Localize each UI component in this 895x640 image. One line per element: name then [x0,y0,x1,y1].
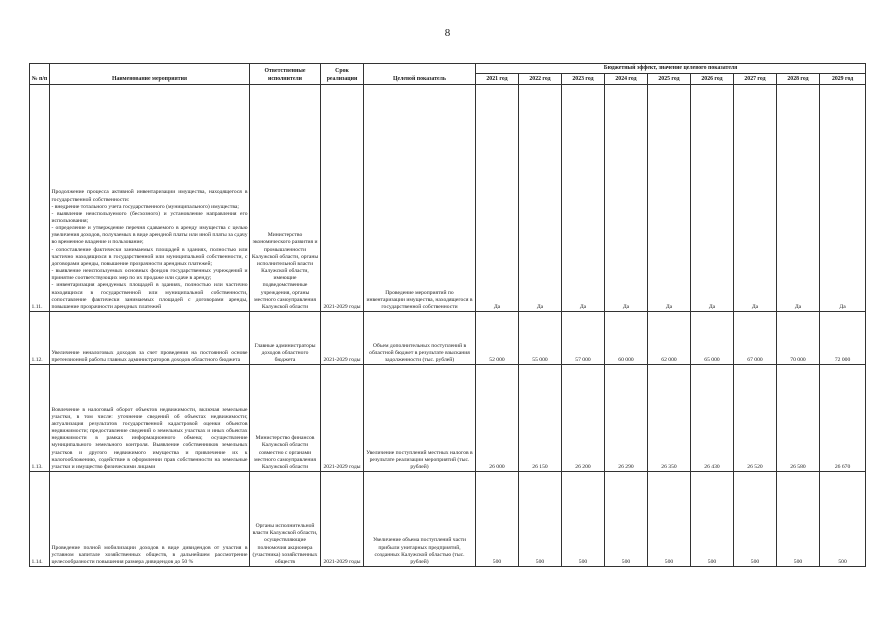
year-value: 26 670 [820,365,866,472]
year-value: 60 000 [605,312,648,365]
table-body [30,85,866,567]
row-number: 1.11. [30,85,50,312]
target-indicator: Увеличение поступлений местных налогов в результате реализации мероприятий (тыс. рублей) [364,365,476,472]
year-value: Да [562,85,605,312]
implementation-term: 2021-2029 годы [321,365,364,472]
year-value: 72 000 [820,312,866,365]
year-value: Да [734,85,777,312]
header-year: 2027 год [734,74,777,85]
year-value: 62 000 [648,312,691,365]
year-value: 26 200 [562,365,605,472]
year-value: 55 000 [519,312,562,365]
implementation-term: 2021-2029 годы [321,312,364,365]
year-value: 26 580 [777,365,820,472]
responsible-executors: Министерство финансов Калужской области совместно с органами местного самоуправления Калужской области [250,365,321,472]
row-number: 1.14. [30,472,50,567]
year-value: Да [820,85,866,312]
measure-description [50,85,250,312]
measures-table [29,63,866,567]
table-row [30,85,866,312]
table-row [30,312,866,365]
header-year: 2021 год [476,74,519,85]
description-line: - внедрение тотального учета государственного (муниципального) имущества; [51,203,239,210]
year-value: 26 350 [648,365,691,472]
description-line: Вовлечение в налоговый оборот объектов недвижимости, включая земельные участки, в том числе: уточнение сведений об объектах недвижимости; актуализация результатов государственной кадастровой оценки объектов недвижимости; предоставление сведений о земельных участках и иных объектах недвижимости в рамках информационного обмена; осуществление муниципального земельного контроля. Выявление собственников земельных участков и другого недвижимого имущества и привлечение их к налогообложению, содействие в оформлении прав собственности на земельные участки и имущество физическими лицами [51,406,248,470]
year-value: 500 [605,472,648,567]
page-number: 8 [444,27,451,39]
description-line: - выявление неиспользуемых основных фондов государственных учреждений и принятие соответствующих мер по их продаже или сдаче в аренду; [51,268,248,282]
measure-description [50,312,250,365]
year-value: 500 [820,472,866,567]
measure-description [50,365,250,472]
year-value: 67 000 [734,312,777,365]
description-line: - выявление неиспользуемого (бесхозного) и установление направления его использования; [51,210,248,224]
year-value: 500 [562,472,605,567]
description-line: Увеличение неналоговых доходов за счет проведения на постоянной основе претензионной работы главных администраторов доходов областного бюджета [51,349,248,363]
table-row [30,472,866,567]
responsible-executors: Министерство экономического развития и промышленности Калужской области, органы исполнительной власти Калужской области, имеющие подведомственные учреждения, органы местного самоуправления Калужской области [250,85,321,312]
header-year: 2024 год [605,74,648,85]
target-indicator: Увеличение объема поступлений части прибыли унитарных предприятий, созданных Калужской областью (тыс. рублей) [364,472,476,567]
target-indicator: Объем дополнительных поступлений в областной бюджет в результате взыскания задолженности (тыс. рублей) [364,312,476,365]
header-year: 2023 год [562,74,605,85]
header-target: Целевой показатель [364,64,476,85]
description-line: Продолжение процесса активной инвентаризации имущества, находящегося в государственной собственности: [51,189,248,203]
description-line: - инвентаризация арендуемых площадей в зданиях, полностью или частично находящихся в государственной или муниципальной собственности, сопоставление фактически занимаемых площадей с договорами аренды, повышение прозрачности арендных платежей [51,282,248,310]
header-budget-effect: Бюджетный эффект, значение целевого показателя [476,64,866,74]
header-year: 2028 год [777,74,820,85]
year-value: 65 000 [691,312,734,365]
year-value: 57 000 [562,312,605,365]
header-year: 2029 год [820,74,866,85]
year-value: 26 150 [519,365,562,472]
year-value: 26 430 [691,365,734,472]
row-number: 1.12. [30,312,50,365]
year-value: 500 [734,472,777,567]
year-value: 26 520 [734,365,777,472]
year-value: 500 [648,472,691,567]
year-value: Да [648,85,691,312]
description-line: Проведение полной мобилизации доходов в виде дивидендов от участия в уставном капитале хозяйственных обществ, в дальнейшем рассмотрение целесообразности повышения размера дивидендов до 50 % [51,544,248,565]
description-line: - сопоставление фактически занимаемых площадей в зданиях, полностью или частично находящихся в государственной или муниципальной собственности, с договорами аренды, повышение прозрачности арендных платежей; [51,246,248,267]
year-value: Да [476,85,519,312]
header-num: № п/п [30,64,50,85]
year-value: 26 290 [605,365,648,472]
year-value: 500 [519,472,562,567]
year-value: Да [605,85,648,312]
measure-description [50,472,250,567]
row-number: 1.13. [30,365,50,472]
responsible-executors: Органы исполнительной власти Калужской области, осуществляющие полномочия акционера (участника) хозяйственных обществ [250,472,321,567]
header-year: 2025 год [648,74,691,85]
header-year: 2026 год [691,74,734,85]
year-value: 70 000 [777,312,820,365]
year-value: 52 000 [476,312,519,365]
header-responsible: Ответственные исполнители [250,64,321,85]
year-value: 26 000 [476,365,519,472]
description-line: - определение и утверждение перечня сдаваемого в аренду имущества с целью увеличения доходов, получаемых в виде арендной платы или иной платы за сдачу во временное владение и пользование; [51,225,248,246]
header-term: Срок реализации [321,64,364,85]
responsible-executors: Главные администраторы доходов областного бюджета [250,312,321,365]
year-value: 500 [476,472,519,567]
year-value: 500 [777,472,820,567]
table-row [30,365,866,472]
implementation-term: 2021-2029 годы [321,85,364,312]
target-indicator: Проведение мероприятий по инвентаризации имущества, находящегося в государственной собственности [364,85,476,312]
year-value: Да [777,85,820,312]
header-name: Наименование мероприятия [50,64,250,85]
year-value: Да [519,85,562,312]
year-value: Да [691,85,734,312]
implementation-term: 2021-2029 годы [321,472,364,567]
year-value: 500 [691,472,734,567]
header-year: 2022 год [519,74,562,85]
